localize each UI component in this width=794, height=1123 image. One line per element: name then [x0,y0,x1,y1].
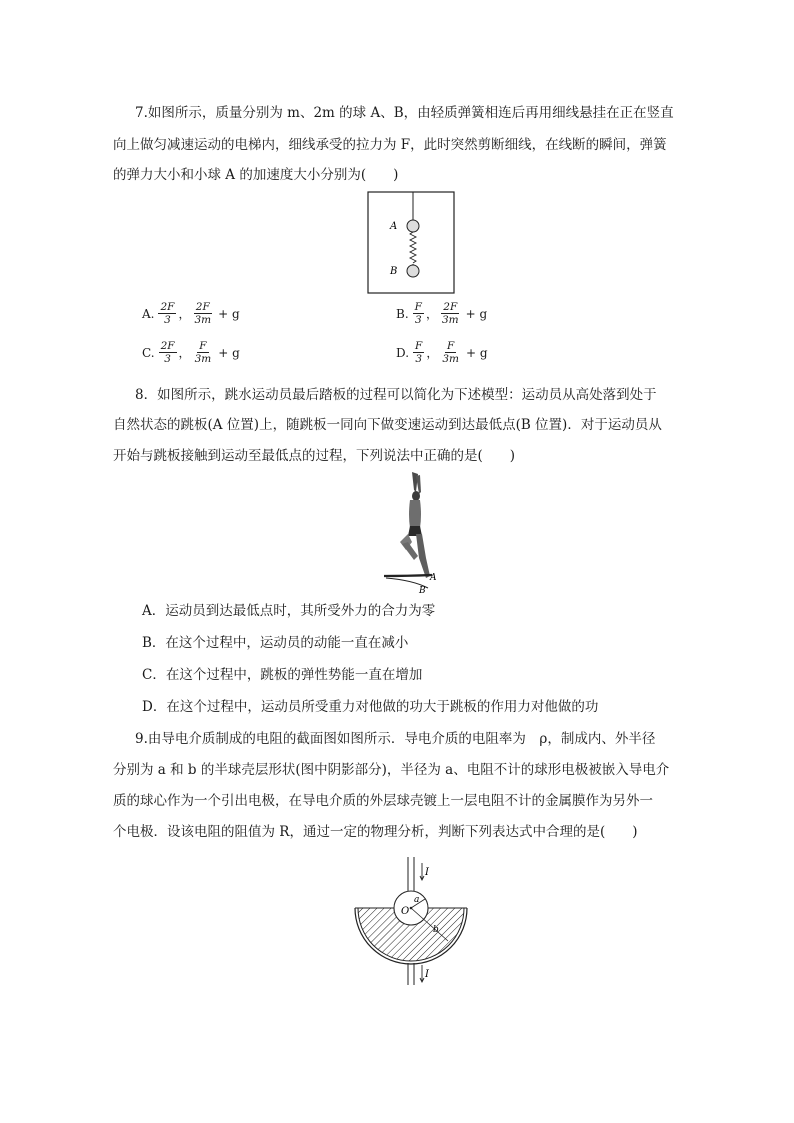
q7-option-d: D. $\frac{F}{3}$ ， $\frac{F}{3m}$ + g [396,340,488,365]
q9-text-line4: 个电极．设该电阻的阻值为 R，通过一定的物理分析，判断下列表达式中合理的是( ) [113,824,638,840]
q9-resistor-figure [352,855,472,990]
q8-option-d: D．在这个过程中，运动员所受重力对他做的功大于跳板的作用力对他做的功 [142,699,599,715]
q7-text-line2: 向上做匀减速运动的电梯内，细线承受的拉力为 F，此时突然剪断细线，在线断的瞬间，弹簧 [113,137,667,153]
q8-label-b: B [419,586,426,596]
q9-text-line2: 分别为 a 和 b 的半球壳层形状(图中阴影部分)，半径为 a、电阻不计的球形电极被嵌入导电介 [113,762,670,778]
q7-spring [410,232,416,263]
q7-option-a: A. $\frac{2F}{3}$ ， $\frac{2F}{3m}$ + g [142,301,240,326]
q8-text-line1: 8．如图所示，跳水运动员最后踏板的过程可以简化为下述模型：运动员从高处落到处于 [135,387,657,403]
q7-elevator-figure [366,190,456,296]
q8-option-b: B．在这个过程中，运动员的动能一直在减小 [142,635,409,651]
q9-label-b: b [433,925,439,935]
q7-label-b: B [390,266,398,277]
q9-text-line1: 9.由导电介质制成的电阻的截面图如图所示．导电介质的电阻率为 ρ，制成内、外半径 [135,731,656,747]
q9-label-a: a [414,895,420,905]
q8-option-a: A．运动员到达最低点时，其所受外力的合力为零 [142,603,436,619]
q7-option-c: C. $\frac{2F}{3}$ ， $\frac{F}{3m}$ + g [142,340,240,365]
q8-text-line2: 自然状态的跳板(A 位置)上，随跳板一同向下做变速运动到达最低点(B 位置)．对于运动员从 [113,417,662,433]
q8-option-c: C．在这个过程中，跳板的弹性势能一直在增加 [142,667,423,683]
q7-text-line1: 7.如图所示，质量分别为 m、2m 的球 A、B，由轻质弹簧相连后再用细线悬挂在正在竖直 [135,105,674,121]
q8-text-line3: 开始与跳板接触到运动至最低点的过程，下列说法中正确的是( ) [113,448,516,464]
q9-current-bottom: I [425,969,429,980]
q9-current-top: I [425,867,429,878]
q7-text-line3: 的弹力大小和小球 A 的加速度大小分别为( ) [113,167,399,183]
q8-label-a: A [430,573,437,583]
q7-ball-a [407,220,419,232]
q9-label-o: O [401,906,410,917]
q8-springboard [384,575,432,576]
q7-label-a: A [390,221,398,232]
q8-diver-figure [372,470,452,596]
q7-option-b: B. $\frac{F}{3}$ ， $\frac{2F}{3m}$ + g [396,301,488,326]
q7-ball-b [407,265,419,277]
q9-text-line3: 质的球心作为一个引出电极，在导电介质的外层球壳镀上一层电阻不计的金属膜作为另外一 [113,793,653,809]
